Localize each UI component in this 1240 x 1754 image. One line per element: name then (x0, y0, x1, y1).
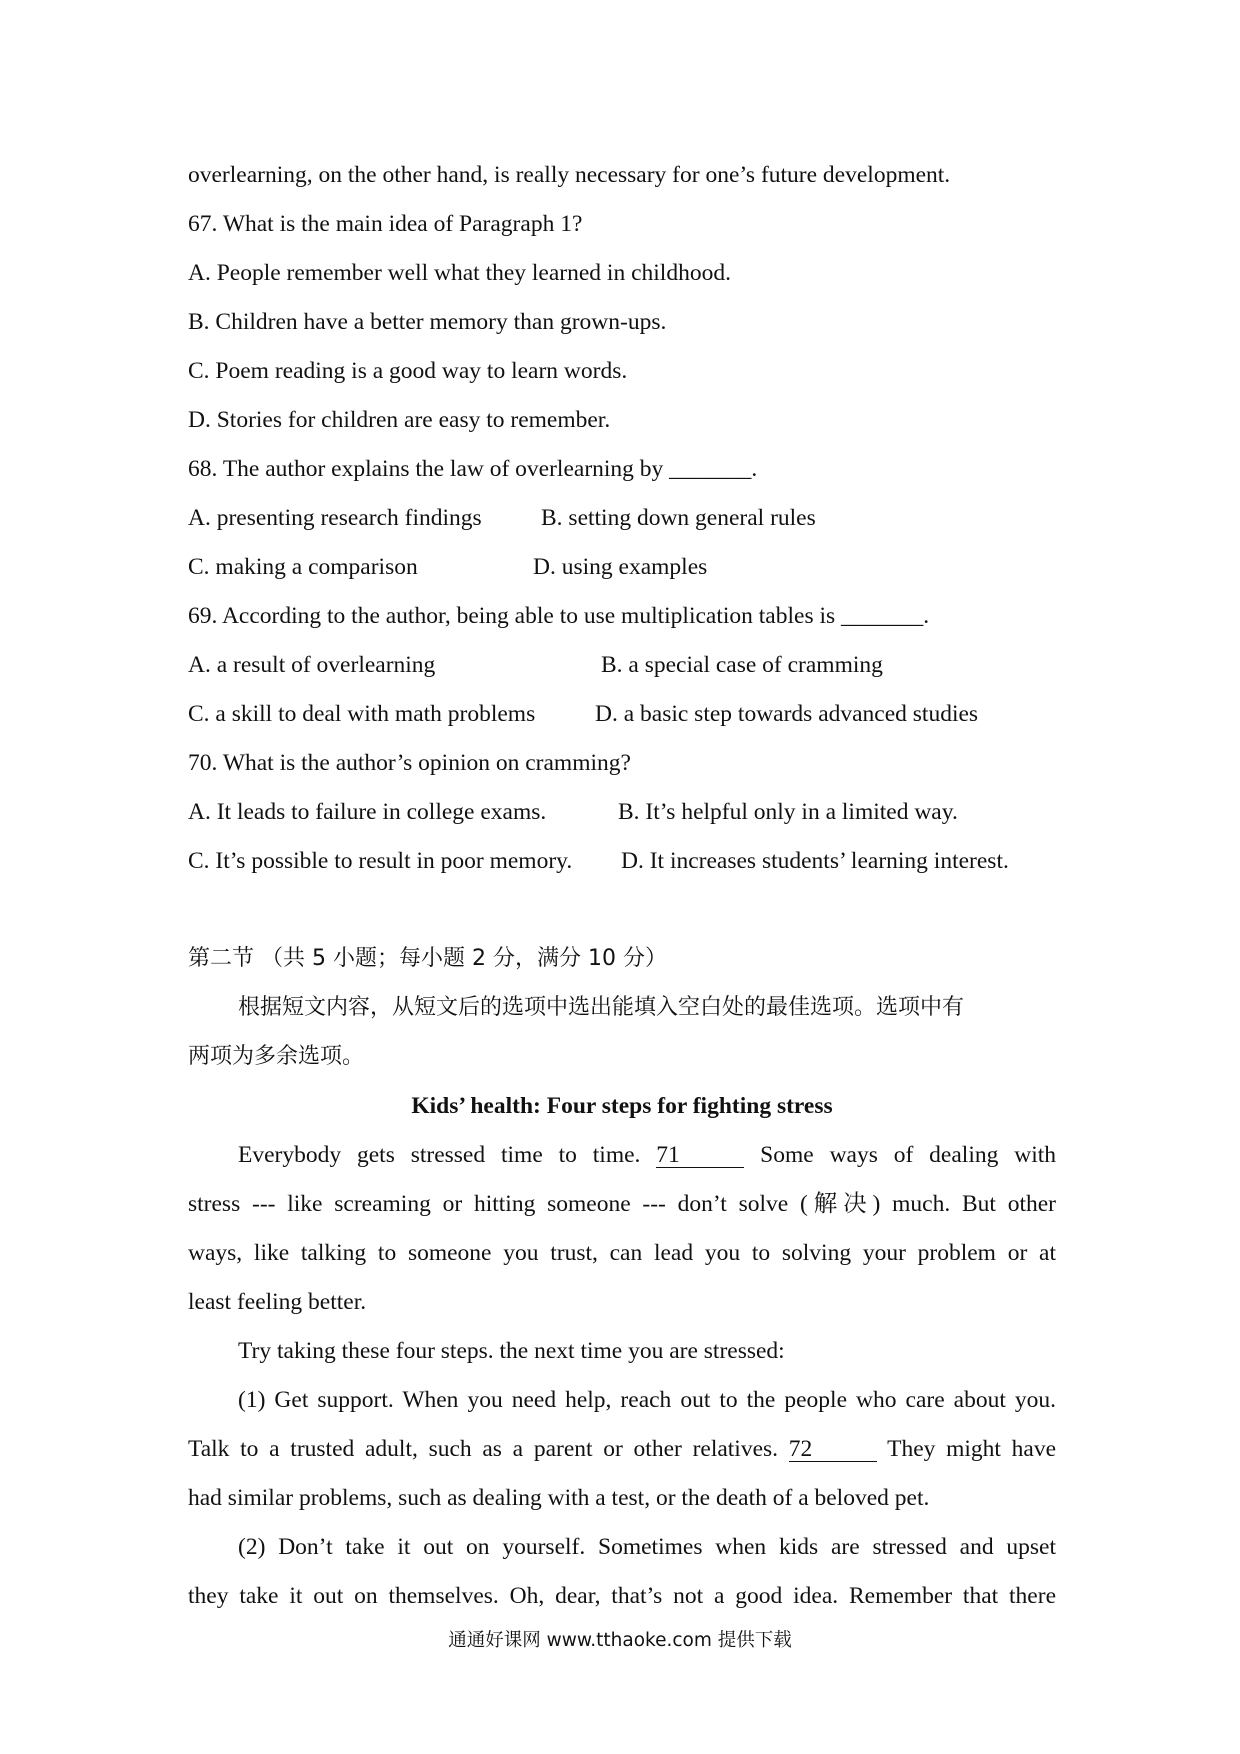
option-67c: C. Poem reading is a good way to learn words. (188, 358, 628, 384)
passage-text: Some ways of dealing with (760, 1142, 1057, 1168)
blank-72: 72 (789, 1437, 877, 1462)
question-67: 67. What is the main idea of Paragraph 1? (188, 211, 583, 237)
passage-line: ways, like talking to someone you trust, can lead you to solving your problem or at (188, 1240, 1056, 1266)
passage-line: (2) Don’t take it out on yourself. Sometimes when kids are stressed and upset (238, 1534, 1056, 1560)
passage-line (238, 1140, 1056, 1170)
section-2-instruction-cont: 两项为多余选项。 (188, 1044, 365, 1069)
passage-text: They might have (887, 1436, 1057, 1462)
option-68b: B. setting down general rules (541, 505, 816, 531)
passage-line: (1) Get support. When you need help, reach out to the people who care about you. (238, 1387, 1056, 1413)
option-67d: D. Stories for children are easy to remember. (188, 407, 611, 433)
passage-line: stress --- like screaming or hitting someone --- don’t solve (解决) much. But other (188, 1191, 1056, 1217)
option-68a: A. presenting research findings (188, 505, 482, 531)
option-69c: C. a skill to deal with math problems (188, 701, 536, 727)
option-69b: B. a special case of cramming (601, 652, 883, 678)
passage-text: Everybody gets stressed time to time. (238, 1142, 641, 1168)
option-69a: A. a result of overlearning (188, 652, 436, 678)
option-67a: A. People remember well what they learned in childhood. (188, 260, 731, 286)
passage-title: Kids’ health: Four steps for fighting stress (411, 1093, 833, 1119)
option-70c: C. It’s possible to result in poor memory. (188, 848, 573, 874)
section-2-instruction: 根据短文内容，从短文后的选项中选出能填入空白处的最佳选项。选项中有 (238, 995, 965, 1020)
passage-line (188, 1434, 1056, 1464)
blank-71: 71 (656, 1143, 744, 1168)
section-2-heading: 第二节 （共 5 小题；每小题 2 分，满分 10 分） (188, 946, 667, 971)
passage-line: Try taking these four steps. the next time you are stressed: (238, 1338, 785, 1364)
page-footer: 通通好课网 www.tthaoke.com 提供下载 (448, 1630, 792, 1651)
passage-line: they take it out on themselves. Oh, dear, that’s not a good idea. Remember that there (188, 1583, 1056, 1609)
question-69: 69. According to the author, being able to use multiplication tables is _______. (188, 603, 930, 629)
option-68c: C. making a comparison (188, 554, 418, 580)
option-70d: D. It increases students’ learning interest. (621, 848, 1009, 874)
option-68d: D. using examples (533, 554, 708, 580)
text-line: overlearning, on the other hand, is really necessary for one’s future development. (188, 162, 951, 188)
option-70b: B. It’s helpful only in a limited way. (618, 799, 958, 825)
question-70: 70. What is the author’s opinion on cramming? (188, 750, 631, 776)
option-67b: B. Children have a better memory than grown-ups. (188, 309, 667, 335)
passage-text: Talk to a trusted adult, such as a parent or other relatives. (188, 1436, 779, 1462)
passage-line: least feeling better. (188, 1289, 367, 1315)
passage-line: had similar problems, such as dealing with a test, or the death of a beloved pet. (188, 1485, 930, 1511)
option-69d: D. a basic step towards advanced studies (595, 701, 979, 727)
option-70a: A. It leads to failure in college exams. (188, 799, 547, 825)
question-68: 68. The author explains the law of overlearning by _______. (188, 456, 758, 482)
